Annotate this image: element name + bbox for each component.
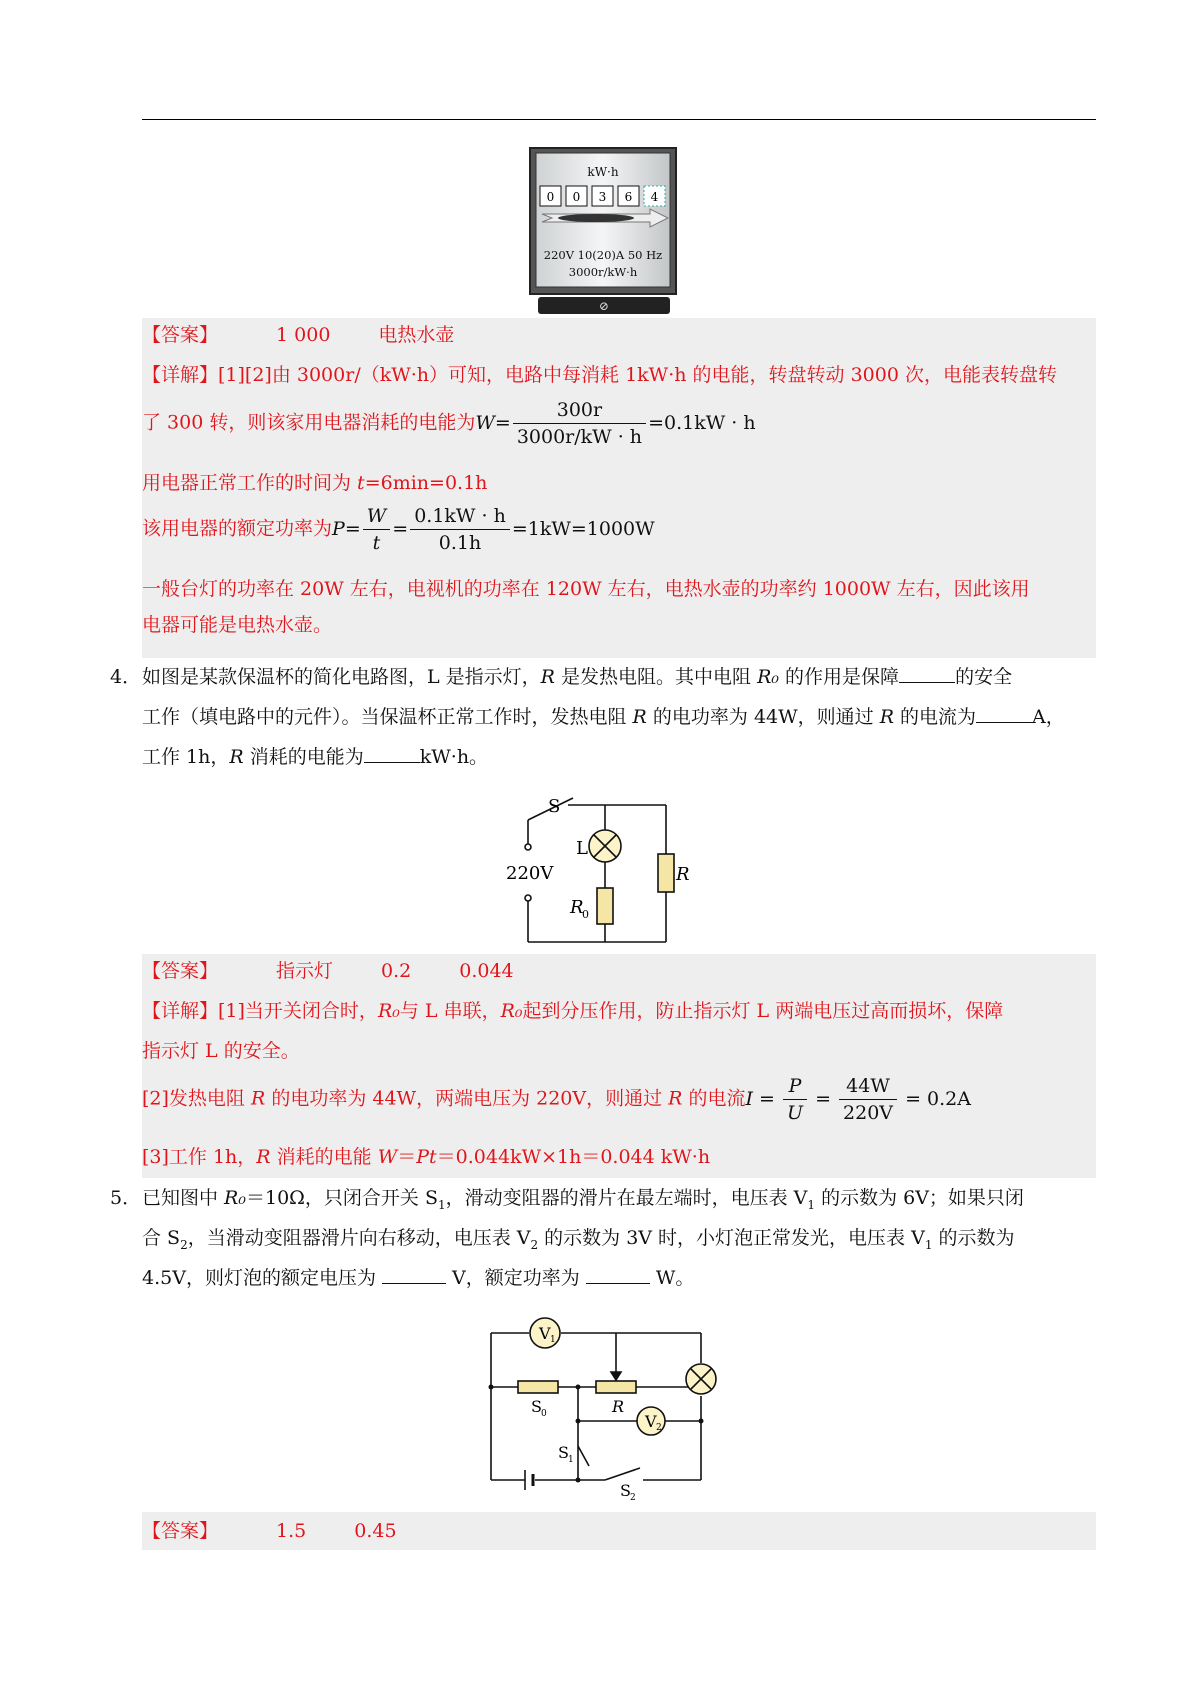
junction xyxy=(576,1419,581,1424)
detail-text: 的电功率为 44W，两端电压为 220V，则通过 xyxy=(265,1087,669,1110)
answer-blank[interactable] xyxy=(364,744,420,763)
answer-blank[interactable] xyxy=(586,1265,650,1284)
formula-result: ＝0.044kW×1h＝0.044 kW·h xyxy=(436,1146,711,1168)
meter-seal-icon: ⊘ xyxy=(598,299,610,313)
detail-text: 了 300 转，则该家用电器消耗的电能为 xyxy=(142,411,476,434)
answer-blank[interactable] xyxy=(976,704,1032,723)
detail-text: [1][2]由 3000r/（kW·h）可知，电路中每消耗 1kW·h 的电能，转盘转动 3000 次，电能表转盘转 xyxy=(218,364,1057,386)
symbol-r0: R₀ xyxy=(224,1187,246,1209)
meter-spec-line1: 220V 10(20)A 50 Hz xyxy=(543,248,663,262)
formula-fraction xyxy=(513,398,646,449)
detail-text: 与 L 串联， xyxy=(399,1000,501,1022)
s2-label: S xyxy=(620,1481,631,1500)
detail-text: [2]发热电阻 xyxy=(142,1087,251,1110)
formula-var: P xyxy=(332,517,345,540)
q5-answer-block xyxy=(142,1512,1096,1550)
formula-fraction xyxy=(839,1074,897,1125)
question-text: A， xyxy=(1032,706,1065,728)
q4-circuit-diagram xyxy=(500,786,690,952)
subscript: 1 xyxy=(924,1237,933,1252)
q4-detail-line1 xyxy=(142,998,1003,1024)
answer-value: 指示灯 xyxy=(276,960,334,982)
formula-var: W xyxy=(475,411,495,434)
question-text: V，额定功率为 xyxy=(445,1267,586,1289)
question-text: 工作（填电路中的元件）。当保温杯正常工作时，发热电阻 xyxy=(142,706,633,728)
formula-op: = xyxy=(753,1087,782,1110)
q3-answer-line xyxy=(142,322,454,348)
answer-tag: 【答案】 xyxy=(142,960,219,982)
q4-answer-line xyxy=(142,958,514,984)
meter-digit: 6 xyxy=(624,190,633,204)
q4-detail-line4 xyxy=(142,1144,710,1170)
formula-fraction xyxy=(783,1074,807,1125)
question-number: 5． xyxy=(110,1187,142,1209)
detail-text: 的电流 xyxy=(682,1087,746,1110)
question-text: 的电功率为 44W，则通过 xyxy=(646,706,880,728)
q4-detail-line2: 指示灯 L 的安全。 xyxy=(142,1040,300,1062)
question-text: 消耗的电能为 xyxy=(243,746,364,768)
symbol-r: R xyxy=(250,1087,266,1110)
fraction-numerator: 0.1kW · h xyxy=(410,504,510,530)
question-text: 的电流为 xyxy=(894,706,977,728)
subscript: 1 xyxy=(437,1197,446,1212)
r0-label: R xyxy=(570,897,584,918)
meter-unit-label: kW·h xyxy=(587,165,619,179)
question-text: 4.5V，则灯泡的额定电压为 xyxy=(142,1267,382,1289)
meter-digit: 3 xyxy=(598,190,607,204)
detail-text: 该用电器的额定功率为 xyxy=(142,517,333,540)
q3-detail-line4 xyxy=(142,504,655,555)
s1-subscript: 1 xyxy=(568,1455,574,1465)
junction xyxy=(576,1478,581,1483)
question-text: 工作 1h， xyxy=(142,746,230,768)
terminal xyxy=(525,895,531,901)
answer-blank[interactable] xyxy=(382,1265,446,1284)
q4-line1 xyxy=(110,664,1012,690)
fraction-denominator: 0.1h xyxy=(438,532,482,554)
resistor-s0 xyxy=(518,1381,558,1393)
formula-op: = xyxy=(809,1087,838,1110)
formula-var: W xyxy=(377,1146,398,1168)
detail-tag: 【详解】 xyxy=(142,364,219,386)
fraction-denominator: 220V xyxy=(843,1102,894,1124)
meter-disc xyxy=(558,214,634,222)
formula-op: = xyxy=(344,517,361,540)
terminal xyxy=(525,844,531,850)
voltmeter-v2-icon xyxy=(637,1407,665,1435)
subscript: 2 xyxy=(530,1237,539,1252)
subscript: 2 xyxy=(180,1237,188,1252)
q5-line1 xyxy=(110,1185,1024,1218)
v2-label: V xyxy=(645,1412,657,1431)
fraction-denominator: 3000r/kW · h xyxy=(516,426,643,448)
question-text: ，滑动变阻器的滑片在最左端时，电压表 V xyxy=(445,1187,808,1209)
fraction-denominator: U xyxy=(787,1102,804,1124)
detail-text: =6min=0.1h xyxy=(364,472,488,494)
question-text: 已知图中 xyxy=(142,1187,225,1209)
meter-digits xyxy=(540,186,665,206)
subscript: 1 xyxy=(807,1197,816,1212)
symbol-r: R xyxy=(540,666,555,688)
meter-digit: 0 xyxy=(572,190,581,204)
question-text: kW·h。 xyxy=(419,746,489,768)
header-rule xyxy=(142,119,1096,120)
symbol-r0: R₀ xyxy=(500,1000,523,1022)
resistor-r xyxy=(658,854,674,892)
question-text: 的示数为 6V；如果只闭 xyxy=(815,1187,1024,1209)
fraction-numerator: P xyxy=(783,1074,807,1100)
question-text: 的示数为 xyxy=(932,1227,1015,1249)
fraction-numerator: W xyxy=(363,504,391,530)
fraction-numerator: 300r xyxy=(513,398,646,424)
symbol-r: R xyxy=(879,706,894,728)
lamp-icon xyxy=(589,830,621,862)
question-text: ，当滑动变阻器滑片向右移动，电压表 V xyxy=(187,1227,531,1249)
answer-value: 0.044 xyxy=(459,960,514,982)
q3-detail-line1 xyxy=(142,362,1057,388)
question-text: 是发热电阻。其中电阻 xyxy=(554,666,758,688)
battery-icon xyxy=(525,1470,533,1490)
s1-label: S xyxy=(558,1443,569,1462)
q5-line3 xyxy=(142,1265,694,1291)
answer-blank[interactable] xyxy=(899,664,955,683)
q4-line3 xyxy=(142,744,488,770)
q4-detail-line3 xyxy=(142,1074,971,1125)
answer-value: 0.2 xyxy=(381,960,412,982)
q5-line2 xyxy=(142,1225,1015,1258)
answer-value: 1.5 xyxy=(276,1520,307,1542)
formula-fraction xyxy=(363,504,391,555)
v2-subscript: 2 xyxy=(656,1423,662,1433)
fraction-numerator: 44W xyxy=(839,1074,897,1100)
formula-var: I xyxy=(745,1087,754,1110)
detail-tag: 【详解】 xyxy=(142,1000,219,1022)
symbol-r: R xyxy=(256,1146,271,1168)
junction xyxy=(489,1385,494,1390)
formula-result: =0.1kW · h xyxy=(648,411,756,434)
slider-arrow-icon xyxy=(611,1372,621,1380)
question-number: 4． xyxy=(110,666,142,688)
lamp-icon xyxy=(686,1364,716,1394)
voltmeter-v1-icon xyxy=(530,1318,560,1348)
question-text: 如图是某款保温杯的简化电路图，L 是指示灯， xyxy=(142,666,541,688)
resistor-label: R xyxy=(676,864,690,885)
question-text: 的示数为 3V 时，小灯泡正常发光，电压表 V xyxy=(538,1227,925,1249)
detail-text: [1]当开关闭合时， xyxy=(218,1000,378,1022)
meter-digit: 0 xyxy=(546,190,555,204)
formula-fraction xyxy=(410,504,510,555)
v1-subscript: 1 xyxy=(550,1335,556,1345)
detail-text: 用电器正常工作的时间为 xyxy=(142,472,358,494)
switch-s1 xyxy=(578,1446,589,1466)
formula-result: =1kW=1000W xyxy=(511,517,655,540)
switch-label: S xyxy=(548,796,561,817)
q4-line2 xyxy=(142,704,1065,730)
switch-s2 xyxy=(605,1468,640,1480)
r-label: R xyxy=(612,1397,625,1416)
q3-detail-line5: 一般台灯的功率在 20W 左右，电视机的功率在 120W 左右，电热水壶的功率约 1000W 左右，因此该用 xyxy=(142,578,1030,600)
q3-detail-line6: 电器可能是电热水壶。 xyxy=(142,614,333,636)
formula-var: Pt xyxy=(416,1146,437,1168)
q5-answer-line xyxy=(142,1518,397,1544)
q3-detail-line3 xyxy=(142,470,487,496)
answer-value: 0.45 xyxy=(354,1520,397,1542)
answer-value: 电热水壶 xyxy=(378,324,455,346)
answer-tag: 【答案】 xyxy=(142,1520,219,1542)
formula-result: = 0.2A xyxy=(899,1087,971,1110)
q4-answer-block xyxy=(142,954,1096,1178)
question-text: W。 xyxy=(649,1267,695,1289)
r0-subscript: 0 xyxy=(582,908,589,921)
symbol-r0: R₀ xyxy=(757,666,780,688)
question-text: 合 S xyxy=(142,1227,181,1249)
formula-op: ＝ xyxy=(397,1146,417,1168)
formula-var: t xyxy=(357,472,365,494)
detail-text: 消耗的电能 xyxy=(270,1146,378,1168)
formula-op: = xyxy=(494,411,511,434)
s2-subscript: 2 xyxy=(630,1493,636,1503)
junction xyxy=(576,1385,581,1390)
q3-answer-block xyxy=(142,318,1096,658)
resistor-r0 xyxy=(597,888,613,924)
q3-detail-line2 xyxy=(142,398,756,449)
v1-label: V xyxy=(539,1324,551,1343)
detail-text: 起到分压作用，防止指示灯 L 两端电压过高而损坏，保障 xyxy=(522,1000,1004,1022)
question-text: 的作用是保障 xyxy=(779,666,900,688)
junction xyxy=(699,1419,704,1424)
s0-label: S xyxy=(531,1397,542,1416)
symbol-r: R xyxy=(668,1087,683,1110)
q5-circuit-diagram xyxy=(485,1308,735,1503)
symbol-r: R xyxy=(229,746,244,768)
symbol-r: R xyxy=(632,706,647,728)
lamp-label: L xyxy=(576,838,588,859)
question-text: ＝10Ω，只闭合开关 S xyxy=(245,1187,438,1209)
electric-meter-figure xyxy=(528,146,678,318)
rheostat-r xyxy=(596,1381,636,1393)
answer-value: 1 000 xyxy=(276,324,331,346)
detail-text: [3]工作 1h， xyxy=(142,1146,257,1168)
meter-digit: 4 xyxy=(650,190,659,204)
symbol-r0: R₀ xyxy=(377,1000,400,1022)
formula-op: = xyxy=(392,517,409,540)
s0-subscript: 0 xyxy=(541,1409,547,1419)
meter-spec-line2: 3000r/kW·h xyxy=(568,265,638,279)
voltage-label: 220V xyxy=(506,863,554,884)
question-text: 的安全 xyxy=(955,666,1013,688)
fraction-denominator: t xyxy=(372,532,381,554)
answer-tag: 【答案】 xyxy=(142,324,219,346)
